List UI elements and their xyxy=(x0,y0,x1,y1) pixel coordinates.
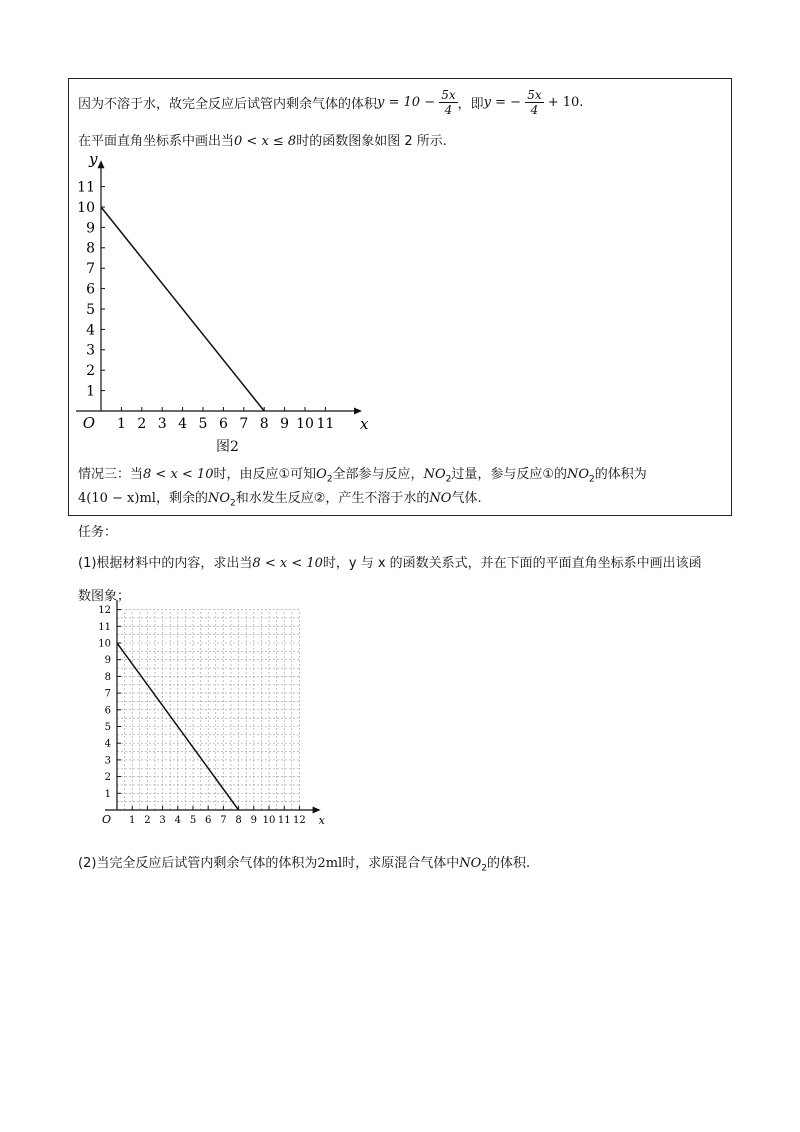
question-2 xyxy=(78,852,530,874)
condition: 8 < x < 10 xyxy=(143,467,214,482)
text: . xyxy=(579,95,584,110)
text: 过量，参与反应①的 xyxy=(451,467,567,482)
x-tick-label: 3 xyxy=(159,815,166,826)
y-tick-label: 5 xyxy=(86,301,95,318)
text: 的体积. xyxy=(486,856,531,871)
equation: y = 10 − xyxy=(377,95,436,110)
text: 和水发生反应②，产生不溶于水的 xyxy=(235,491,430,506)
y-tick-label: 7 xyxy=(86,261,95,278)
x-tick-label: 8 xyxy=(235,815,242,826)
x-tick-label: 9 xyxy=(280,416,290,432)
y-tick-label: 4 xyxy=(86,322,95,339)
x-axis-arrow xyxy=(313,807,321,814)
fraction xyxy=(525,88,543,117)
y-tick-label: 5 xyxy=(104,722,111,733)
condition: 0 < x ≤ 8 xyxy=(234,134,297,149)
text: 在平面直角坐标系中画出当 xyxy=(78,134,235,149)
text: 全部参与反应， xyxy=(332,467,424,482)
text: (2)当完全反应后试管内剩余气体的体积为 xyxy=(78,856,318,871)
y-tick-label: 1 xyxy=(86,383,95,400)
origin-label: O xyxy=(101,813,111,826)
figure-2-chart xyxy=(68,150,368,460)
x-tick-label: 3 xyxy=(157,416,167,432)
subscript: 2 xyxy=(326,474,333,485)
material-line-1 xyxy=(78,88,583,116)
x-tick-label: 2 xyxy=(137,416,147,432)
y-tick-label: 2 xyxy=(104,772,111,784)
question-1-cont: 数图象； xyxy=(78,589,131,604)
y-tick-label: 11 xyxy=(77,179,95,196)
function-line xyxy=(101,207,264,411)
x-tick-label: 11 xyxy=(277,815,291,826)
y-tick-label: 12 xyxy=(98,605,111,617)
x-tick-label: 10 xyxy=(262,815,276,826)
y-tick-label: 3 xyxy=(86,342,95,359)
y-tick-label: 10 xyxy=(77,199,95,216)
task-grid-chart xyxy=(85,600,345,830)
x-tick-label: 5 xyxy=(198,416,208,432)
x-tick-label: 11 xyxy=(316,416,335,432)
text: 情况三：当 xyxy=(78,467,144,482)
chem-no: NO xyxy=(567,467,590,482)
y-axis-arrow xyxy=(98,160,105,168)
chem-no: NO xyxy=(207,491,230,506)
y-tick-label: 1 xyxy=(104,788,111,800)
subscript: 2 xyxy=(230,498,236,509)
x-tick-label: 7 xyxy=(239,416,249,432)
text: 因为不溶于水，故完全反应后试管内剩余气体的体积 xyxy=(78,97,378,112)
text: 的体积为 xyxy=(594,467,647,482)
question-1 xyxy=(78,552,702,571)
text: ，即 xyxy=(457,97,484,112)
fraction-denominator: 4 xyxy=(530,103,539,117)
tasks-heading: 任务： xyxy=(78,525,118,540)
y-tick-label: 10 xyxy=(98,638,111,650)
fraction-numerator: 5x xyxy=(441,88,456,102)
y-tick-label: 6 xyxy=(86,281,95,298)
chem-no: NO xyxy=(459,856,482,871)
x-tick-label: 6 xyxy=(205,815,212,826)
chem-no: NO xyxy=(423,467,446,482)
y-tick-label: 9 xyxy=(86,220,95,237)
material-line-2 xyxy=(78,130,447,149)
y-tick-label: 8 xyxy=(104,671,111,683)
x-tick-label: 9 xyxy=(250,815,257,826)
figure-caption: 图2 xyxy=(216,439,239,455)
x-tick-label: 2 xyxy=(144,815,151,826)
x-tick-label: 7 xyxy=(220,815,227,826)
material-line-4 xyxy=(78,487,482,509)
text: 时的函数图象如图 2 所示. xyxy=(296,134,447,149)
subscript: 2 xyxy=(481,863,487,874)
x-tick-label: 10 xyxy=(296,416,314,432)
x-tick-label: 4 xyxy=(174,815,181,826)
equation: + 10 xyxy=(547,95,580,110)
x-tick-label: 8 xyxy=(259,416,269,432)
y-tick-label: 6 xyxy=(104,705,111,717)
text: 气体. xyxy=(451,491,482,506)
text: 时，求原混合气体中 xyxy=(342,856,460,871)
x-tick-label: 1 xyxy=(116,416,126,432)
y-tick-label: 4 xyxy=(104,738,111,750)
chem-no: NO xyxy=(429,491,452,506)
expression: 4(10 − x)ml xyxy=(78,491,156,506)
value: 2ml xyxy=(317,856,343,871)
x-tick-label: 5 xyxy=(189,815,197,826)
x-tick-label: 4 xyxy=(178,416,188,432)
x-axis-arrow xyxy=(354,408,362,415)
text: 时，由反应①可知 xyxy=(213,467,317,482)
x-axis-label: x xyxy=(318,814,325,827)
text: (1)根据材料中的内容，求出当 xyxy=(78,556,253,571)
origin-label: O xyxy=(82,414,95,432)
x-tick-label: 6 xyxy=(218,416,228,432)
fraction xyxy=(439,88,457,117)
x-tick-label: 1 xyxy=(129,815,136,826)
equation: y = − xyxy=(483,95,522,110)
subscript: 2 xyxy=(445,474,452,485)
y-tick-label: 7 xyxy=(104,688,111,700)
text: ，剩余的 xyxy=(155,491,208,506)
y-tick-label: 9 xyxy=(104,655,111,667)
y-tick-label: 3 xyxy=(104,755,111,767)
fraction-numerator: 5x xyxy=(527,88,542,102)
text: 时，y 与 x 的函数关系式，并在下面的平面直角坐标系中画出该函 xyxy=(322,556,702,571)
y-tick-label: 11 xyxy=(98,621,111,633)
x-tick-label: 12 xyxy=(293,815,306,826)
fraction-denominator: 4 xyxy=(444,103,453,117)
chem-o: O xyxy=(316,467,327,482)
subscript: 2 xyxy=(589,474,595,485)
y-axis-label: y xyxy=(89,150,98,169)
y-tick-label: 8 xyxy=(86,240,95,257)
x-axis-label: x xyxy=(360,415,368,433)
condition: 8 < x < 10 xyxy=(252,556,323,571)
y-tick-label: 2 xyxy=(86,363,95,380)
material-line-3 xyxy=(78,463,647,485)
